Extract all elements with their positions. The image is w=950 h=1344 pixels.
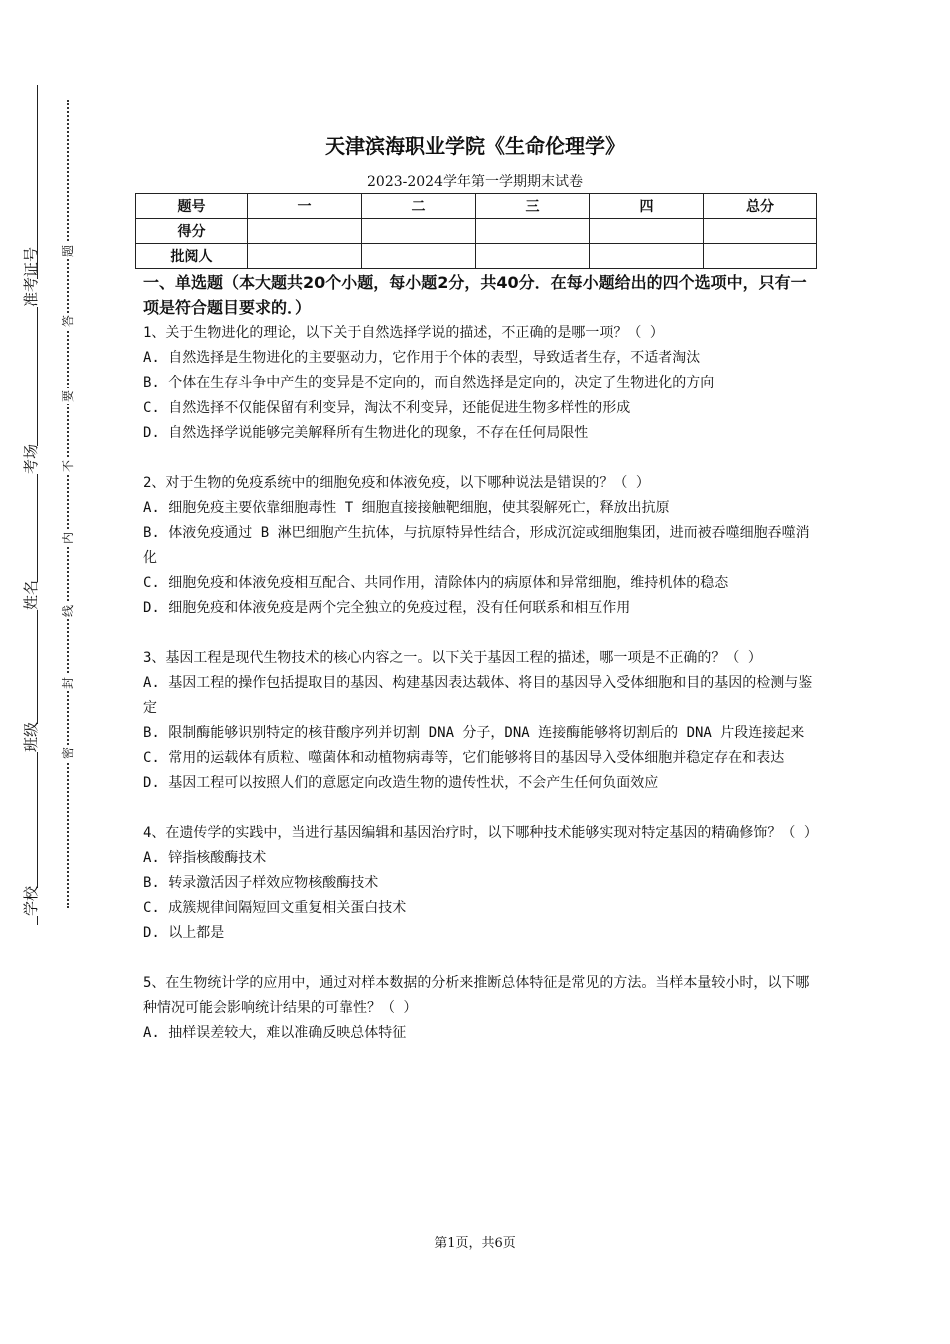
class-field-label: 班级 <box>22 721 40 752</box>
score-cell <box>362 219 476 244</box>
question-list <box>143 321 818 1071</box>
score-table-header-cell: 四 <box>590 194 704 219</box>
question-4 <box>143 821 818 946</box>
seal-char: 不 <box>61 460 75 473</box>
question-option: C. 成簇规律间隔短回文重复相关蛋白技术 <box>143 900 407 916</box>
question-option: D. 自然选择学说能够完美解释所有生物进化的现象，不存在任何局限性 <box>143 425 589 441</box>
score-table-row-label: 得分 <box>136 219 248 244</box>
binding-dotted-line <box>67 100 69 908</box>
seal-char: 密 <box>61 747 75 760</box>
question-stem: 1、关于生物进化的理论，以下关于自然选择学说的描述，不正确的是哪一项？（ ） <box>143 325 664 341</box>
score-table-row <box>136 219 817 244</box>
grader-cell <box>248 244 362 269</box>
question-option: B. 转录激活因子样效应物核酸酶技术 <box>143 875 379 891</box>
question-option: D. 以上都是 <box>143 925 225 941</box>
question-stem: 3、基因工程是现代生物技术的核心内容之一。以下关于基因工程的描述，哪一项是不正确的？（ ） <box>143 650 762 666</box>
score-cell <box>590 219 704 244</box>
question-option: D. 基因工程可以按照人们的意愿定向改造生物的遗传性状，不会产生任何负面效应 <box>143 775 659 791</box>
score-cell <box>476 219 590 244</box>
question-option: B. 个体在生存斗争中产生的变异是不定向的，而自然选择是定向的，决定了生物进化的方向 <box>143 375 715 391</box>
score-table-header-cell: 题号 <box>136 194 248 219</box>
question-2 <box>143 471 815 621</box>
question-option: A. 锌指核酸酶技术 <box>143 850 267 866</box>
question-option: C. 细胞免疫和体液免疫相互配合、共同作用，清除体内的病原体和异常细胞，维持机体的稳态 <box>143 575 729 591</box>
binding-solid-line <box>37 85 38 925</box>
question-option: A. 自然选择是生物进化的主要驱动力，它作用于个体的表型，导致适者生存，不适者淘汰 <box>143 350 701 366</box>
score-table-header-row <box>136 194 817 219</box>
grader-cell <box>476 244 590 269</box>
grader-cell <box>704 244 817 269</box>
question-stem: 4、在遗传学的实践中，当进行基因编辑和基因治疗时，以下哪种技术能够实现对特定基因的精确修饰？（ ） <box>143 825 818 841</box>
candidate-number-field-label: 准考证号 <box>22 246 40 307</box>
exam-title: 天津滨海职业学院《生命伦理学》 <box>325 134 625 158</box>
score-table-row <box>136 244 817 269</box>
question-stem: 2、对于生物的免疫系统中的细胞免疫和体液免疫，以下哪种说法是错误的？（ ） <box>143 475 650 491</box>
seal-char: 要 <box>61 390 75 403</box>
grader-cell <box>590 244 704 269</box>
seal-char: 题 <box>61 245 75 258</box>
question-5 <box>143 971 815 1046</box>
question-option: A. 细胞免疫主要依靠细胞毒性 T 细胞直接接触靶细胞，使其裂解死亡，释放出抗原 <box>143 500 670 516</box>
name-field-label: 姓名 <box>22 579 40 610</box>
seal-char: 线 <box>61 605 75 618</box>
seal-char: 封 <box>61 677 75 690</box>
seal-char: 答 <box>61 315 75 328</box>
score-table-header-cell: 二 <box>362 194 476 219</box>
score-table <box>135 193 817 269</box>
question-stem: 5、在生物统计学的应用中，通过对样本数据的分析来推断总体特征是常见的方法。当样本量较小时，以下哪种情况可能会影响统计结果的可靠性？（ ） <box>143 975 810 1016</box>
question-3 <box>143 646 815 796</box>
grader-cell <box>362 244 476 269</box>
section-heading: 一、单选题（本大题共20个小题，每小题2分，共40分．在每小题给出的四个选项中，只有一项是符合题目要求的．） <box>143 273 807 317</box>
question-option: A. 基因工程的操作包括提取目的基因、构建基因表达载体、将目的基因导入受体细胞和目的基因的检测与鉴定 <box>143 675 813 716</box>
question-option: C. 自然选择不仅能保留有利变异，淘汰不利变异，还能促进生物多样性的形成 <box>143 400 631 416</box>
score-cell <box>704 219 817 244</box>
question-option: C. 常用的运载体有质粒、噬菌体和动植物病毒等，它们能够将目的基因导入受体细胞并稳定存在和表达 <box>143 750 785 766</box>
question-option: B. 限制酶能够识别特定的核苷酸序列并切割 DNA 分子，DNA 连接酶能够将切割后的 DNA 片段连接起来 <box>143 725 805 741</box>
question-option: B. 体液免疫通过 B 淋巴细胞产生抗体，与抗原特异性结合，形成沉淀或细胞集团，进而被吞噬细胞吞噬消化 <box>143 525 810 566</box>
exam-room-field-label: 考场 <box>22 443 40 474</box>
score-table-header-cell: 一 <box>248 194 362 219</box>
score-cell <box>248 219 362 244</box>
question-1 <box>143 321 815 446</box>
exam-subtitle: 2023-2024学年第一学期期末试卷 <box>367 174 583 190</box>
page-number: 第1页，共6页 <box>434 1236 516 1251</box>
score-table-row-label: 批阅人 <box>136 244 248 269</box>
seal-char: 内 <box>61 532 75 545</box>
school-field-label: 学校 <box>22 885 40 916</box>
score-table-header-cell: 三 <box>476 194 590 219</box>
question-option: D. 细胞免疫和体液免疫是两个完全独立的免疫过程，没有任何联系和相互作用 <box>143 600 631 616</box>
question-option: A. 抽样误差较大，难以准确反映总体特征 <box>143 1025 407 1041</box>
score-table-header-cell: 总分 <box>704 194 817 219</box>
